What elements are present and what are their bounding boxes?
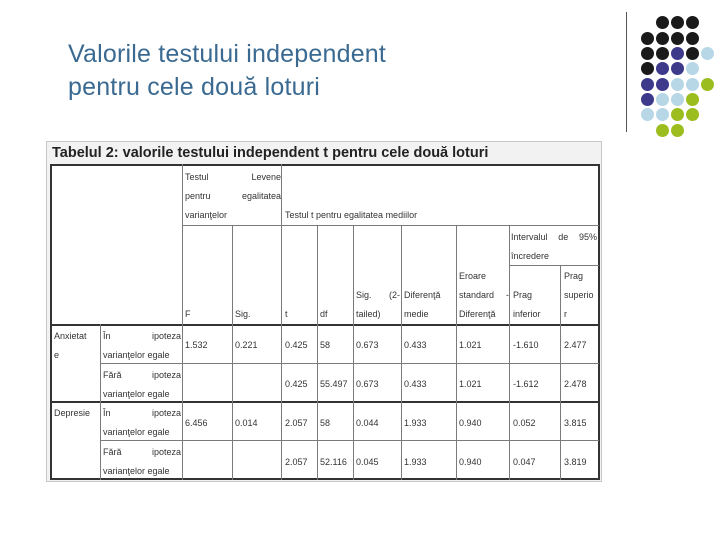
group-label-anxietate-line-2: e [54,350,60,360]
table-grid-line [100,324,101,480]
decorative-dot [641,62,654,75]
decorative-dot [641,47,654,60]
table-cell: 0.425 [285,379,308,389]
ttest-header: Testul t pentru egalitatea mediilor [285,210,418,220]
decorative-dot [656,108,669,121]
table-cell: 0.673 [356,379,379,389]
table-cell: 1.021 [459,379,482,389]
table-grid-line [317,225,318,480]
table-grid-line [50,164,600,166]
table-cell: 2.057 [285,457,308,467]
hyp-dep-equal-line-2: varianţelor egale [103,427,170,437]
decorative-dot [641,78,654,91]
decorative-dot [686,108,699,121]
col-header-lower-line-1: Prag [513,290,533,300]
decorative-dot [641,32,654,45]
decorative-dot [686,93,699,106]
decorative-dot [686,62,699,75]
hyp-anx-equal-line-1: În ipoteza [103,331,181,341]
table-cell: 2.477 [564,340,587,350]
table-caption: Tabelul 2: valorile testului independent t pentru cele două loturi [52,145,489,161]
table-grid-line [509,225,510,480]
table-grid-line [182,164,183,480]
slide-title-line-1: Valorile testului independent [68,40,387,68]
table-grid-line [281,164,282,480]
table-image-frame [46,141,602,482]
decorative-dot [671,78,684,91]
col-header-upper-line-3: r [564,309,567,319]
decorative-dot [656,16,669,29]
decorative-dot [671,47,684,60]
table-cell: 0.940 [459,457,482,467]
table-cell: 0.047 [513,457,536,467]
decorative-dot [656,78,669,91]
table-grid-line [50,324,600,326]
table-cell: 0.044 [356,418,379,428]
table-cell: 58 [320,340,331,350]
decorative-dot [686,16,699,29]
table-cell: 1.933 [404,457,427,467]
table-grid-line [509,265,599,266]
decorative-dot [686,78,699,91]
table-cell: 6.456 [185,418,208,428]
decorative-dot [671,16,684,29]
table-cell: 2.057 [285,418,308,428]
table-cell: 0.221 [235,340,258,350]
table-grid-line [401,225,402,480]
decorative-dot [656,93,669,106]
table-cell: 3.819 [564,457,587,467]
decorative-dot [671,32,684,45]
hyp-anx-equal-line-2: varianţelor egale [103,350,170,360]
table-cell: 52.116 [320,457,347,467]
table-grid-line [353,225,354,480]
decorative-dot [671,93,684,106]
title-divider-line [626,12,627,132]
table-cell: -1.612 [513,379,539,389]
table-cell: 0.014 [235,418,258,428]
decorative-dot [671,108,684,121]
table-grid-line [100,440,599,441]
table-grid-line [100,363,599,364]
table-grid-line [281,225,599,226]
table-cell: 0.433 [404,379,427,389]
col-header-lower-line-2: inferior [513,309,541,319]
table-cell: 1.021 [459,340,482,350]
col-header-upper-line-2: superio [564,290,594,300]
slide-title-line-2: pentru cele două loturi [68,73,320,101]
table-grid-line [50,478,600,480]
col-header-sig: Sig. [235,309,251,319]
table-cell: 3.815 [564,418,587,428]
slide-title [68,38,588,104]
col-header-err-line-2: standard - [459,290,509,300]
col-header-df: df [320,309,328,319]
table-cell: 55.497 [320,379,348,389]
table-cell: -1.610 [513,340,539,350]
table-grid-line [50,164,52,480]
table-grid-line [598,164,600,480]
interval-header-line-1: Intervalul de 95% [511,232,597,242]
col-header-err-line-3: Diferenţă [459,309,496,319]
hyp-anx-unequal-line-1: Fără ipoteza [103,370,181,380]
col-header-diff-line-2: medie [404,309,429,319]
results-table [50,164,600,480]
interval-header-line-2: încredere [511,251,550,261]
table-cell: 1.532 [185,340,208,350]
decorative-dot [671,62,684,75]
decorative-dot [656,47,669,60]
hyp-dep-unequal-line-2: varianţelor egale [103,466,170,476]
col-header-sig2-line-1: Sig. (2- [356,290,400,300]
group-label-depresie: Depresie [54,408,91,418]
table-grid-line [232,225,233,480]
decorative-dot [671,124,684,137]
group-label-anxietate-line-1: Anxietat [54,331,87,341]
table-cell: 0.045 [356,457,379,467]
table-cell: 0.673 [356,340,379,350]
col-header-err-line-1: Eroare [459,271,487,281]
decorative-dot [656,62,669,75]
decorative-dot [656,32,669,45]
levene-header-line-2: pentru egalitatea [185,191,281,201]
table-grid-line [456,225,457,480]
decorative-dot [686,47,699,60]
decorative-dot [701,47,714,60]
col-header-sig2-line-2: tailed) [356,309,381,319]
table-grid-line [50,401,600,403]
col-header-upper-line-1: Prag [564,271,584,281]
table-cell: 0.425 [285,340,308,350]
table-cell: 2.478 [564,379,587,389]
hyp-dep-equal-line-1: În ipoteza [103,408,181,418]
levene-header-line-3: varianţelor [185,210,228,220]
col-header-diff-line-1: Diferenţă [404,290,441,300]
hyp-dep-unequal-line-1: Fără ipoteza [103,447,181,457]
decorative-dot [701,78,714,91]
col-header-t: t [285,309,288,319]
decorative-dot [641,108,654,121]
decorative-dot [641,93,654,106]
levene-header-line-1: Testul Levene [185,172,281,182]
table-cell: 0.940 [459,418,482,428]
col-header-f: F [185,309,191,319]
table-cell: 0.052 [513,418,536,428]
hyp-anx-unequal-line-2: varianţelor egale [103,389,170,399]
decorative-dot [686,32,699,45]
table-grid-line [560,265,561,480]
table-cell: 0.433 [404,340,427,350]
table-cell: 1.933 [404,418,427,428]
decorative-dot [656,124,669,137]
table-cell: 58 [320,418,331,428]
